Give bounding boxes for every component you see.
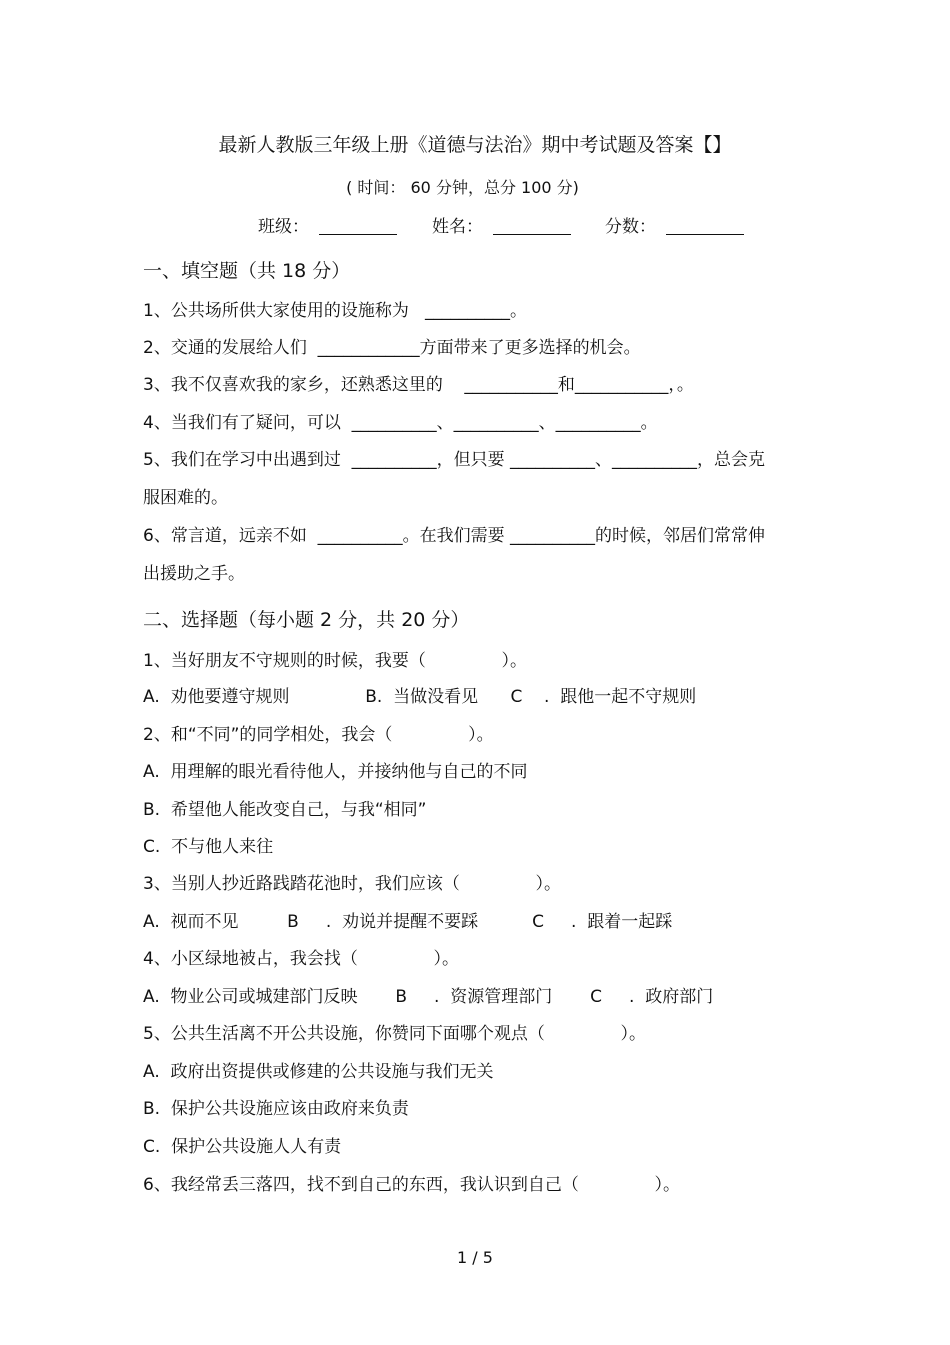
option-line: A. 劝他要遵守规则 B. 当做没看见 C . 跟他一起不守规则 [143, 687, 697, 707]
name-label: 姓名： [432, 217, 483, 237]
question-line: 2、和“不同”的同学相处，我会（ ）。 [143, 725, 494, 745]
question-line: 6、我经常丢三落四，找不到自己的东西，我认识到自己（ ）。 [143, 1175, 680, 1195]
section-heading-fill-blank: 一、填空题（共 18 分） [143, 260, 351, 282]
page-title: 最新人教版三年级上册《道德与法治》期中考试题及答案【】 [218, 134, 732, 156]
question-line: 6、常言道，远亲不如 __________。在我们需要 __________的时候，邻居们常常伸 [143, 526, 766, 546]
score-blank [666, 218, 744, 235]
name-blank [493, 218, 571, 235]
question-line: 5、我们在学习中出遇到过 __________，但只要 __________、__________，总会克 [143, 450, 766, 470]
page-number: 1 / 5 [457, 1248, 493, 1267]
question-line: 4、当我们有了疑问，可以 __________、__________、__________。 [143, 413, 658, 433]
option-line: A. 物业公司或城建部门反映 B . 资源管理部门 C . 政府部门 [143, 987, 714, 1007]
question-line: 服困难的。 [143, 488, 228, 508]
question-line: 4、小区绿地被占，我会找（ ）。 [143, 949, 459, 969]
score-field [605, 212, 744, 237]
option-line: B. 希望他人能改变自己，与我“相同” [143, 800, 427, 820]
question-line: 3、我不仅喜欢我的家乡，还熟悉这里的 ___________和___________，。 [143, 375, 694, 395]
option-line: A. 视而不见 B . 劝说并提醒不要踩 C . 跟着一起踩 [143, 912, 673, 932]
question-line: 1、当好朋友不守规则的时候，我要（ ）。 [143, 651, 527, 671]
option-line: C. 不与他人来往 [143, 837, 274, 857]
section-heading-choice: 二、选择题（每小题 2 分，共 20 分） [143, 609, 470, 631]
name-field [432, 212, 571, 237]
exam-time-info: ( 时间： 60 分钟，总分 100 分) [346, 178, 579, 197]
class-label: 班级： [258, 217, 309, 237]
class-field [258, 212, 397, 237]
question-line: 3、当别人抄近路践踏花池时，我们应该（ ）。 [143, 874, 561, 894]
question-line: 出援助之手。 [143, 564, 245, 584]
option-line: A. 用理解的眼光看待他人，并接纳他与自己的不同 [143, 762, 528, 782]
option-line: B. 保护公共设施应该由政府来负责 [143, 1099, 409, 1119]
score-label: 分数： [605, 217, 656, 237]
question-line: 1、公共场所供大家使用的设施称为 __________。 [143, 301, 528, 321]
option-line: A. 政府出资提供或修建的公共设施与我们无关 [143, 1062, 494, 1082]
question-line: 5、公共生活离不开公共设施，你赞同下面哪个观点（ ）。 [143, 1024, 646, 1044]
question-line: 2、交通的发展给人们 ____________方面带来了更多选择的机会。 [143, 338, 641, 358]
option-line: C. 保护公共设施人人有责 [143, 1137, 342, 1157]
class-blank [319, 218, 397, 235]
